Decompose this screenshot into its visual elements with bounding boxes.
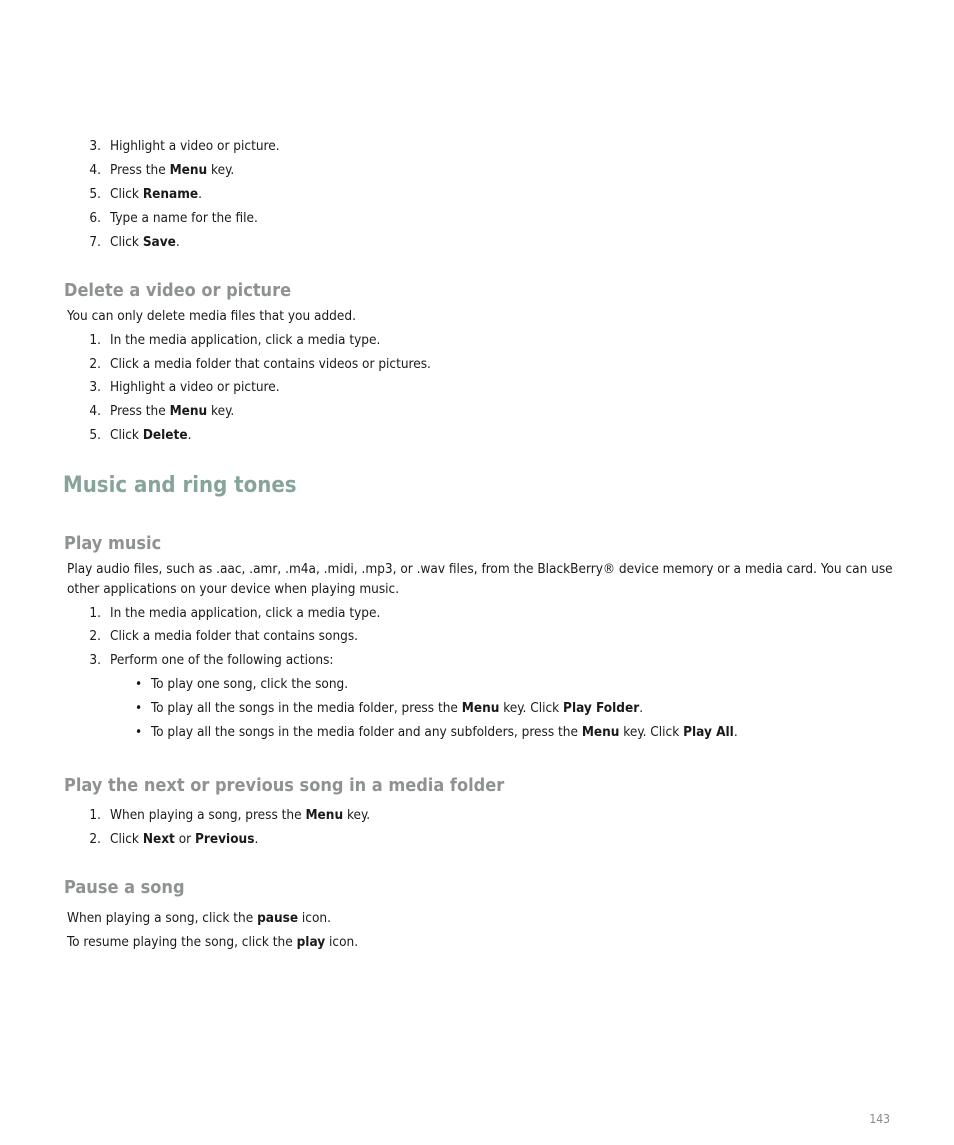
section-heading-delete: Delete a video or picture bbox=[64, 280, 292, 301]
bullet-icon: • bbox=[135, 724, 143, 740]
chapter-title: Music and ring tones bbox=[63, 473, 297, 498]
section-heading-pause: Pause a song bbox=[64, 877, 185, 898]
section-intro: Play audio files, such as .aac, .amr, .m4a, .midi, .mp3, or .wav files, from the BlackBerry® device memory or a media card. You can use other applications on your device when playing music. bbox=[67, 561, 893, 597]
page-number: 143 bbox=[869, 1112, 890, 1126]
section-heading-next-previous: Play the next or previous song in a media folder bbox=[64, 775, 505, 796]
section-intro: You can only delete media files that you added. bbox=[67, 308, 356, 324]
bullet-icon: • bbox=[135, 676, 143, 692]
paragraph: To resume playing the song, click the play icon. bbox=[67, 934, 359, 950]
section-heading-play-music: Play music bbox=[64, 533, 162, 554]
bullet-icon: • bbox=[135, 700, 143, 716]
paragraph: When playing a song, click the pause icon. bbox=[67, 910, 331, 926]
